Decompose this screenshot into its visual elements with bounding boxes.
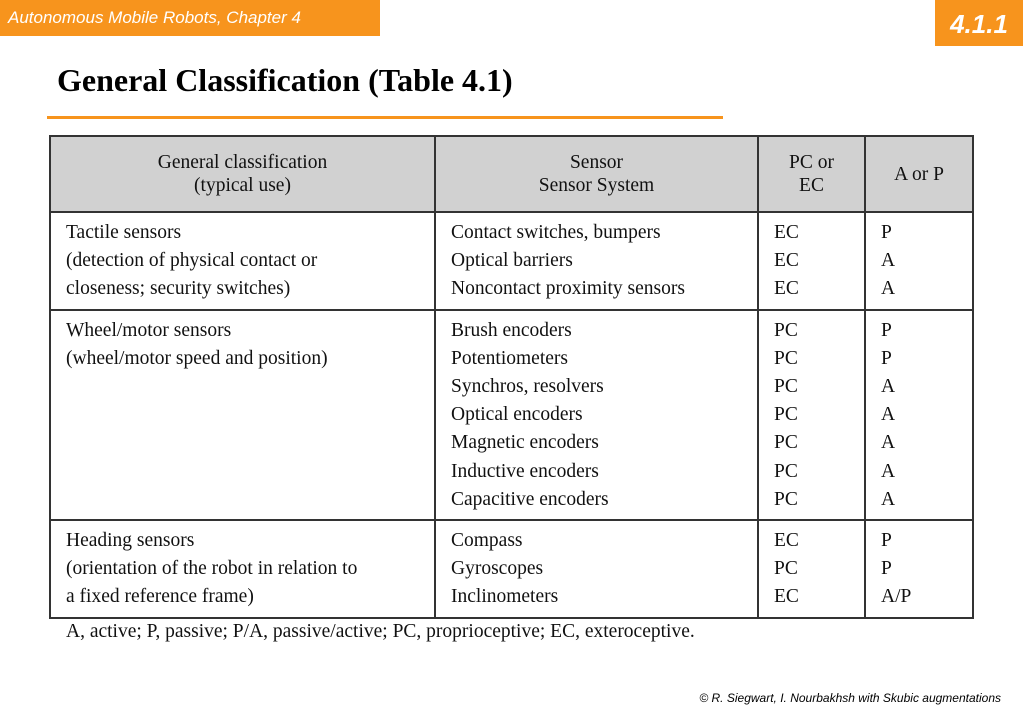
cell-line: A [881, 432, 896, 454]
cell-line: EC [774, 250, 799, 272]
title-underline [47, 116, 723, 119]
sensor-cell [435, 520, 758, 618]
cell-line: Inductive encoders [451, 460, 599, 482]
column-header-pc-ec [758, 136, 865, 212]
a-p-cell [865, 520, 973, 618]
cell-line: (wheel/motor speed and position) [66, 347, 328, 369]
cell-line: Tactile sensors [66, 222, 182, 243]
cell-line: PC [774, 376, 798, 398]
cell-line: A [881, 278, 896, 300]
column-header-line: PC or [789, 152, 834, 173]
cell-line: Optical barriers [451, 250, 573, 272]
slide-title: General Classification (Table 4.1) [57, 62, 513, 98]
sensor-classification-table-area [49, 135, 972, 619]
column-header-line: Sensor System [538, 175, 655, 196]
sensor-cell [435, 212, 758, 310]
cell-line: Synchros, resolvers [451, 376, 604, 398]
cell-line: (orientation of the robot in relation to [66, 558, 358, 580]
cell-line: EC [774, 222, 799, 243]
a-p-cell [865, 212, 973, 310]
cell-line: Heading sensors [66, 530, 195, 552]
cell-line: P [881, 222, 892, 243]
table-row-wheel-motor [50, 310, 973, 520]
a-p-cell [865, 310, 973, 520]
column-header-line: A or P [894, 163, 944, 185]
cell-line: P [881, 558, 892, 580]
cell-line: P [881, 347, 892, 369]
column-header-a-p [865, 136, 973, 212]
column-header-line: General classification [157, 152, 328, 173]
column-header-line: EC [799, 175, 824, 196]
cell-line: Compass [451, 530, 523, 552]
classification-cell [50, 212, 435, 310]
cell-line: PC [774, 460, 798, 482]
cell-line: PC [774, 558, 798, 580]
cell-line: Magnetic encoders [451, 432, 599, 454]
chapter-label: Autonomous Mobile Robots, Chapter 4 [0, 0, 380, 36]
cell-line: A/P [881, 586, 912, 608]
cell-line: A [881, 488, 896, 510]
cell-line: P [881, 319, 892, 341]
cell-line: PC [774, 404, 798, 426]
cell-line: Contact switches, bumpers [451, 222, 661, 243]
column-header-line: (typical use) [194, 175, 291, 196]
sensor-cell [435, 310, 758, 520]
cell-line: (detection of physical contact or [66, 250, 318, 272]
cell-line: P [881, 530, 892, 552]
cell-line: Potentiometers [451, 347, 568, 369]
column-header-line: Sensor [569, 152, 624, 173]
table-header-row [50, 136, 973, 212]
column-header-classification [50, 136, 435, 212]
pc-ec-cell [758, 310, 865, 520]
pc-ec-cell [758, 212, 865, 310]
cell-line: Wheel/motor sensors [66, 319, 232, 341]
cell-line: PC [774, 488, 798, 510]
cell-line: Optical encoders [451, 404, 583, 426]
classification-cell [50, 520, 435, 618]
cell-line: A [881, 376, 896, 398]
cell-line: A [881, 404, 896, 426]
table-row-tactile [50, 212, 973, 310]
cell-line: PC [774, 319, 798, 341]
cell-line: A [881, 460, 896, 482]
slide-number: 4.1.1 [935, 0, 1023, 46]
cell-line: A [881, 250, 896, 272]
cell-line: EC [774, 530, 799, 552]
copyright-notice: © R. Siegwart, I. Nourbakhsh with Skubic augmentations [699, 691, 1001, 705]
pc-ec-cell [758, 520, 865, 618]
cell-line: EC [774, 586, 799, 608]
cell-line: EC [774, 278, 799, 300]
cell-line: Brush encoders [451, 319, 572, 341]
cell-line: a fixed reference frame) [66, 586, 254, 608]
cell-line: Capacitive encoders [451, 488, 609, 510]
table-footnote: A, active; P, passive; P/A, passive/active; PC, proprioceptive; EC, exteroceptive. [66, 621, 695, 642]
classification-cell [50, 310, 435, 520]
cell-line: PC [774, 347, 798, 369]
cell-line: Noncontact proximity sensors [451, 278, 685, 300]
sensor-classification-table [49, 135, 974, 619]
column-header-sensor [435, 136, 758, 212]
cell-line: closeness; security switches) [66, 278, 291, 300]
cell-line: PC [774, 432, 798, 454]
cell-line: Gyroscopes [451, 558, 544, 580]
cell-line: Inclinometers [451, 586, 559, 608]
table-row-heading [50, 520, 973, 618]
